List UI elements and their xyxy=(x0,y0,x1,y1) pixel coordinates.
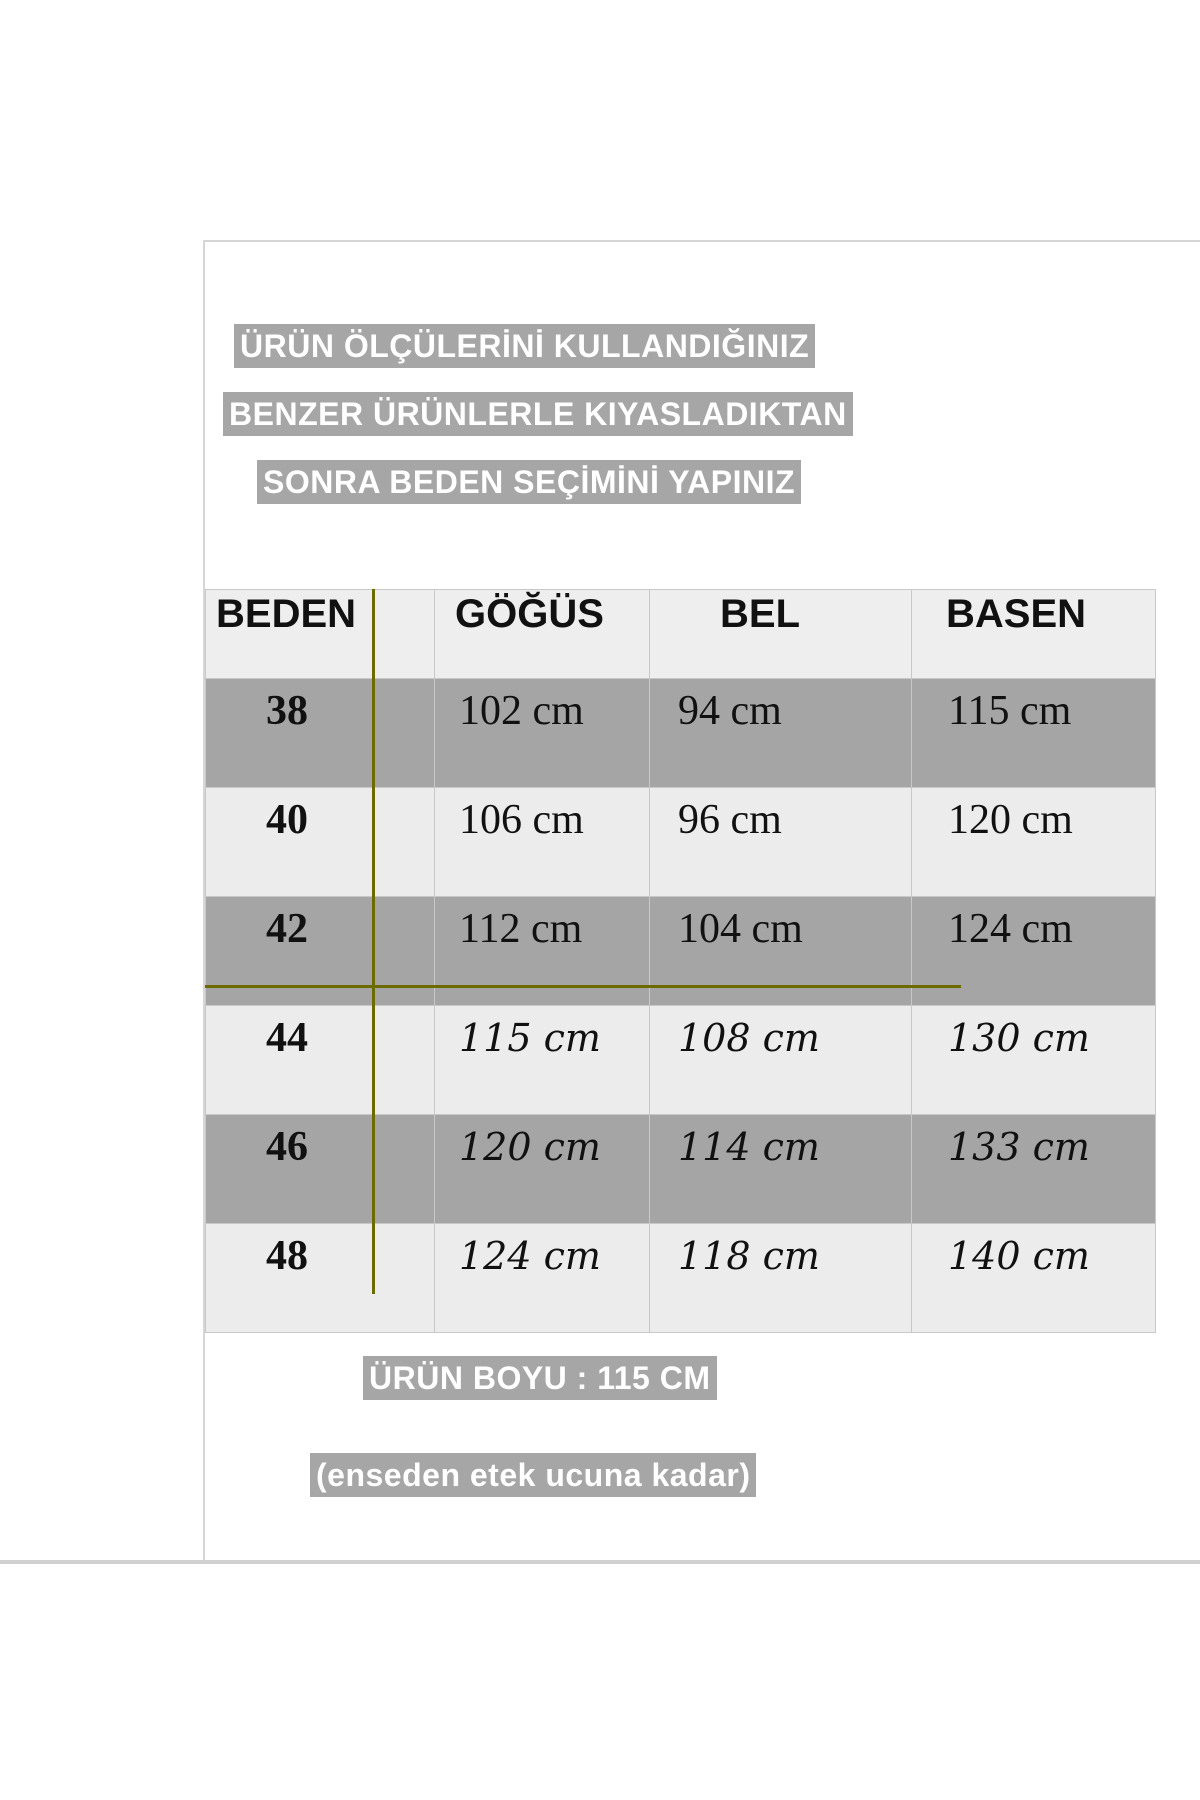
hip-cell: 115 cm xyxy=(912,679,1156,788)
hip-cell: 133 cm xyxy=(912,1115,1156,1224)
hip-cell: 140 cm xyxy=(912,1224,1156,1333)
header-gogus: GÖĞÜS xyxy=(435,590,650,679)
document-top-border xyxy=(203,240,1200,242)
chest-cell: 115 cm xyxy=(435,1006,650,1115)
product-length-note: (enseden etek ucuna kadar) xyxy=(310,1453,756,1497)
size-advice-line-1: ÜRÜN ÖLÇÜLERİNİ KULLANDIĞINIZ xyxy=(234,324,815,368)
chest-cell: 106 cm xyxy=(435,788,650,897)
table-row xyxy=(206,1006,1156,1115)
size-cell: 42 xyxy=(206,897,435,1006)
hip-cell: 130 cm xyxy=(912,1006,1156,1115)
header-basen: BASEN xyxy=(912,590,1156,679)
document-bottom-border xyxy=(0,1560,1200,1564)
hip-cell: 120 cm xyxy=(912,788,1156,897)
size-cell: 40 xyxy=(206,788,435,897)
chest-cell: 124 cm xyxy=(435,1224,650,1333)
size-cell: 44 xyxy=(206,1006,435,1115)
table-row xyxy=(206,897,1156,1006)
waist-cell: 108 cm xyxy=(650,1006,912,1115)
size-cell: 48 xyxy=(206,1224,435,1333)
table-row xyxy=(206,679,1156,788)
hip-cell: 124 cm xyxy=(912,897,1156,1006)
size-advice-line-3: SONRA BEDEN SEÇİMİNİ YAPINIZ xyxy=(257,460,801,504)
chest-cell: 102 cm xyxy=(435,679,650,788)
product-length: ÜRÜN BOYU : 115 CM xyxy=(363,1356,717,1400)
table-row xyxy=(206,1224,1156,1333)
waist-cell: 118 cm xyxy=(650,1224,912,1333)
header-beden: BEDEN xyxy=(206,590,435,679)
size-chart-table xyxy=(205,589,1156,1333)
size-cell: 38 xyxy=(206,679,435,788)
size-cell: 46 xyxy=(206,1115,435,1224)
waist-cell: 114 cm xyxy=(650,1115,912,1224)
waist-cell: 96 cm xyxy=(650,788,912,897)
table-header-row xyxy=(206,590,1156,679)
table-row-divider xyxy=(205,985,961,988)
table-row xyxy=(206,788,1156,897)
chest-cell: 112 cm xyxy=(435,897,650,1006)
size-advice-line-2: BENZER ÜRÜNLERLE KIYASLADIKTAN xyxy=(223,392,853,436)
table-column-divider xyxy=(372,589,375,1294)
waist-cell: 104 cm xyxy=(650,897,912,1006)
header-bel: BEL xyxy=(650,590,912,679)
table-row xyxy=(206,1115,1156,1224)
chest-cell: 120 cm xyxy=(435,1115,650,1224)
waist-cell: 94 cm xyxy=(650,679,912,788)
